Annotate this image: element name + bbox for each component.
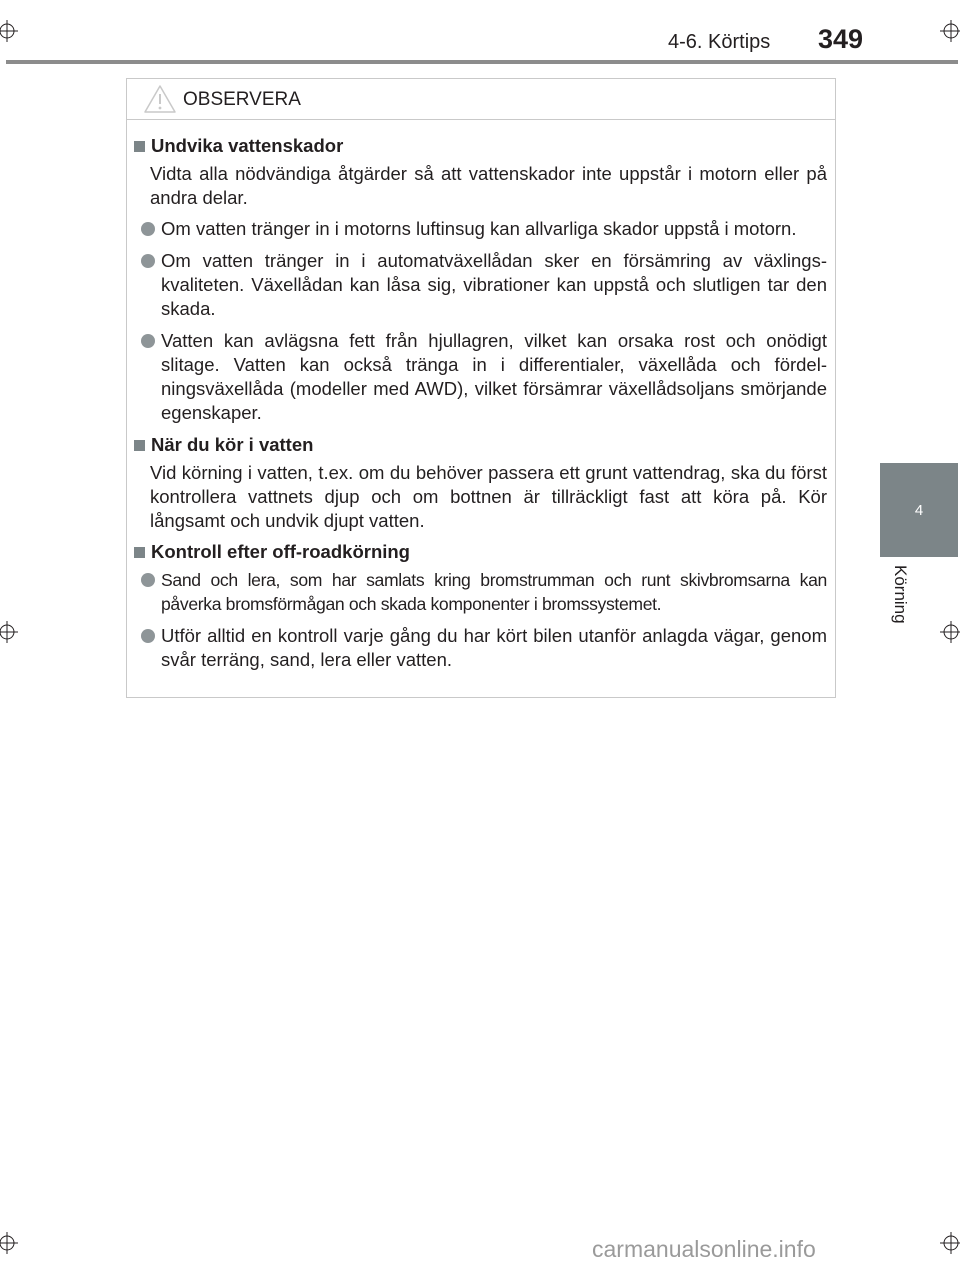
list-item xyxy=(131,249,827,321)
round-bullet-icon xyxy=(141,254,155,268)
chapter-label: Körning xyxy=(891,565,910,624)
section-intro: Vidta alla nödvändiga åtgärder så att vattenskador inte uppstår i motorn eller på andra delar. xyxy=(150,163,827,208)
section-title: 4-6. Körtips xyxy=(668,31,771,53)
bullet-text: Om vatten tränger in i motorns luftinsug kan allvarliga skador uppstå i motorn. xyxy=(161,218,797,239)
section-heading xyxy=(131,540,827,564)
round-bullet-icon xyxy=(141,334,155,348)
header-divider xyxy=(6,60,958,64)
bullet-text: Vatten kan avlägsna fett från hjullagren, vilket kan orsaka rost och onödigt slitage. Vatten kan också tränga in i differentialer, växellåda och fördel-ningsväxellåda (modeller med AWD), vilket försämrar växellådsoljans smörjande egenskaper. xyxy=(161,330,827,423)
registration-mark-icon xyxy=(940,1232,960,1254)
section-heading xyxy=(131,433,827,457)
chapter-tab xyxy=(880,463,958,557)
caution-title: OBSERVERA xyxy=(183,89,301,110)
round-bullet-icon xyxy=(141,573,155,587)
watermark: carmanualsonline.info xyxy=(592,1236,816,1262)
round-bullet-icon xyxy=(141,222,155,236)
registration-mark-icon xyxy=(940,20,960,42)
warning-triangle-icon xyxy=(143,84,177,114)
registration-mark-icon xyxy=(940,621,960,643)
list-item xyxy=(131,329,827,425)
chapter-number: 4 xyxy=(914,501,924,519)
registration-mark-icon xyxy=(0,1232,18,1254)
heading-text: När du kör i vatten xyxy=(151,434,314,455)
caution-header xyxy=(127,79,835,120)
list-item xyxy=(131,217,827,241)
list-item xyxy=(131,624,827,672)
bullet-text: Sand och lera, som har samlats kring bromstrumman och runt skivbromsarna kan påverka bromsförmågan och skada komponenter i bromssystemet. xyxy=(161,570,827,614)
heading-text: Kontroll efter off-roadkörning xyxy=(151,541,410,562)
bullet-text: Om vatten tränger in i automatväxellådan sker en försämring av växlings-kvaliteten. Växellådan kan låsa sig, vibrationer kan uppstå och slutligen tar den skada. xyxy=(161,250,827,319)
heading-text: Undvika vattenskador xyxy=(151,135,344,156)
square-bullet-icon xyxy=(134,141,145,152)
section-heading xyxy=(131,134,827,158)
section-intro: Vid körning i vatten, t.ex. om du behöver passera ett grunt vattendrag, ska du först kontrollera vattnets djup och om bottnen är tillräckligt fast att köra på. Kör långsamt och undvik djupt vatten. xyxy=(150,462,827,531)
caution-box xyxy=(126,78,836,698)
square-bullet-icon xyxy=(134,547,145,558)
registration-mark-icon xyxy=(0,20,18,42)
list-item xyxy=(131,568,827,616)
round-bullet-icon xyxy=(141,629,155,643)
registration-mark-icon xyxy=(0,621,18,643)
bullet-text: Utför alltid en kontroll varje gång du har kört bilen utanför anlagda vägar, genom svår terräng, sand, lera eller vatten. xyxy=(161,625,827,670)
square-bullet-icon xyxy=(134,440,145,451)
page-number: 349 xyxy=(818,24,864,54)
caution-body xyxy=(127,120,835,672)
